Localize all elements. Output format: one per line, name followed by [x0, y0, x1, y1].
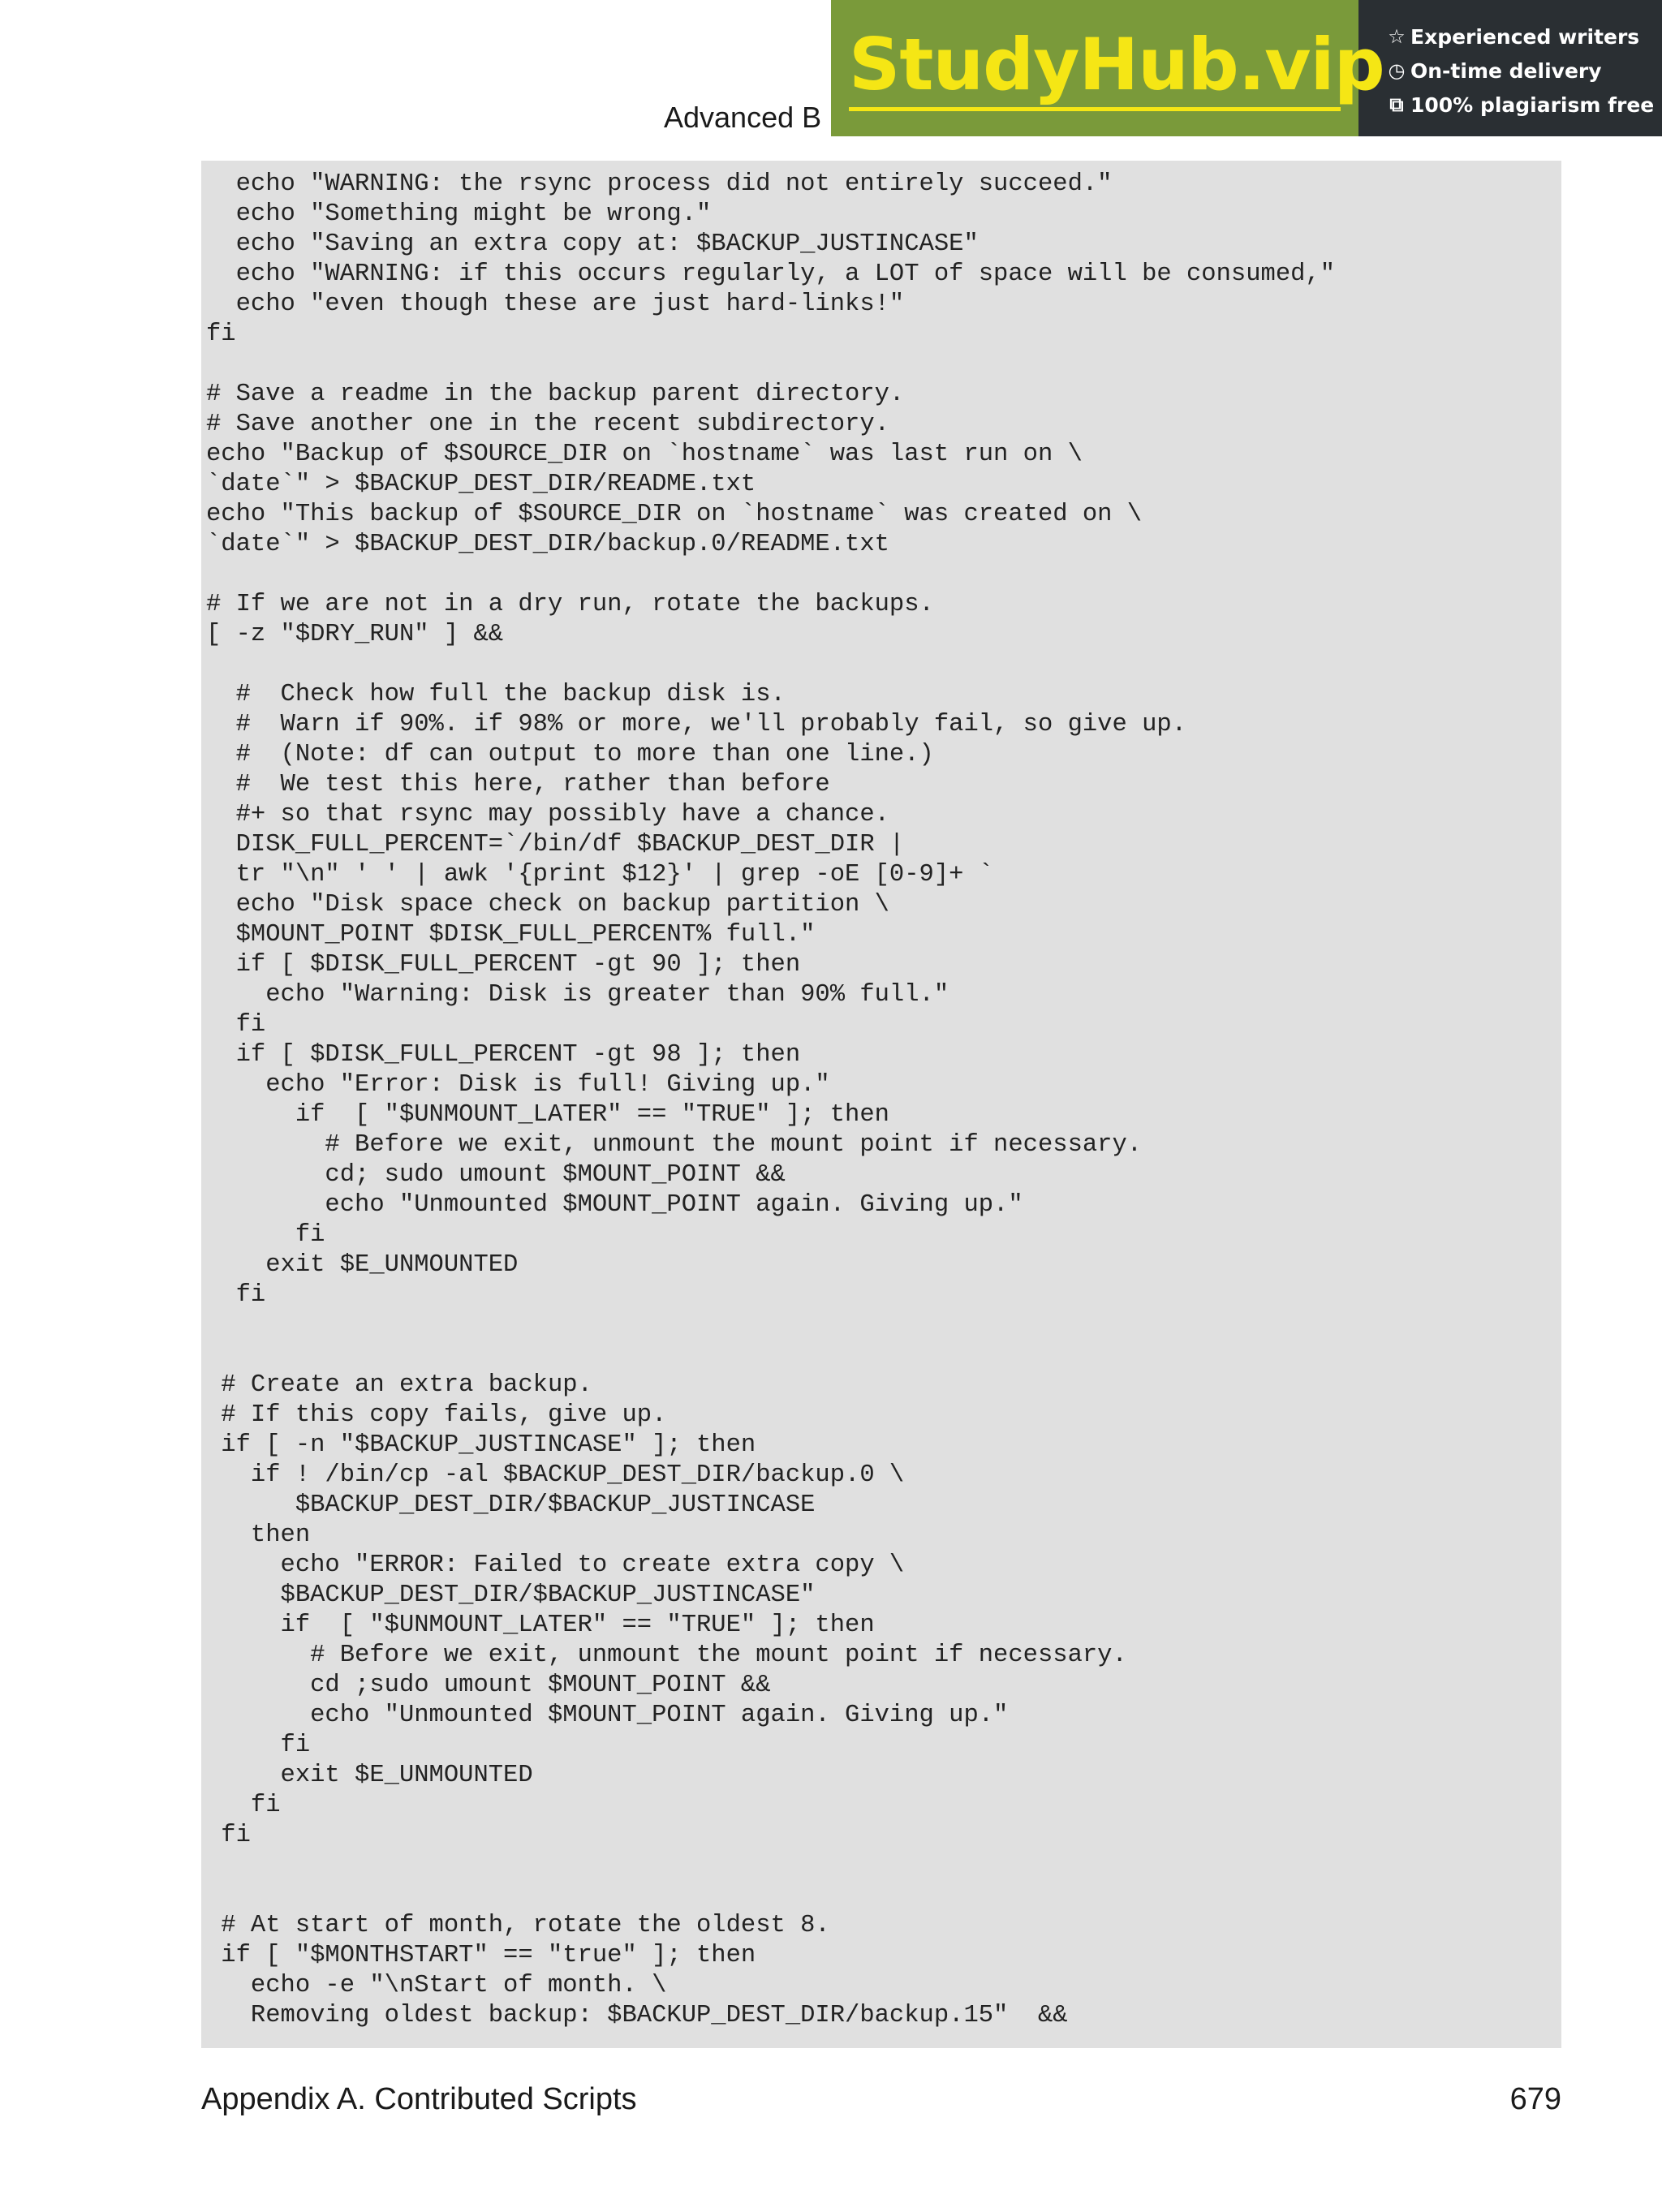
code-line: $MOUNT_POINT $DISK_FULL_PERCENT% full.": [206, 921, 816, 949]
code-line: [206, 1341, 1335, 1371]
code-line: echo "WARNING: the rsync process did not entirely succeed.": [206, 170, 1113, 198]
code-line: echo -e "\nStart of month. \: [206, 1972, 667, 1999]
ad-feature-item: [1386, 19, 1654, 54]
code-line: # (Note: df can output to more than one line.): [206, 741, 934, 768]
code-line: [206, 650, 1335, 680]
page-number: 679: [1509, 2082, 1561, 2116]
star-icon: ☆: [1388, 25, 1406, 48]
code-line: `date`" > $BACKUP_DEST_DIR/README.txt: [206, 471, 756, 498]
code-line: # At start of month, rotate the oldest 8.: [206, 1912, 830, 1939]
code-block: [206, 170, 1335, 2031]
code-line: # Warn if 90%. if 98% or more, we'll probably fail, so give up.: [206, 711, 1186, 738]
code-line: # Save a readme in the backup parent directory.: [206, 381, 905, 408]
ad-feature-item: [1386, 54, 1654, 88]
code-line: echo "Something might be wrong.": [206, 200, 712, 228]
code-line: echo "WARNING: if this occurs regularly, a LOT of space will be consumed,": [206, 260, 1336, 288]
ad-banner[interactable]: [831, 0, 1662, 136]
code-line: if [ "$MONTHSTART" == "true" ]; then: [206, 1942, 756, 1969]
code-listing: [201, 161, 1561, 2048]
code-line: # Create an extra backup.: [206, 1371, 592, 1399]
code-line: # If we are not in a dry run, rotate the backups.: [206, 591, 934, 618]
code-line: # Before we exit, unmount the mount point if necessary.: [206, 1642, 1127, 1669]
code-line: fi: [206, 1221, 325, 1249]
code-line: fi: [206, 1822, 251, 1849]
ad-feature-list: [1386, 19, 1654, 122]
code-line: then: [206, 1521, 311, 1549]
code-line: echo "Backup of $SOURCE_DIR on `hostname` was last run on \: [206, 441, 1083, 468]
code-line: # Check how full the backup disk is.: [206, 681, 786, 708]
code-line: $BACKUP_DEST_DIR/$BACKUP_JUSTINCASE: [206, 1491, 816, 1519]
ad-feature-item: [1386, 88, 1654, 122]
code-line: $BACKUP_DEST_DIR/$BACKUP_JUSTINCASE": [206, 1582, 816, 1609]
code-line: fi: [206, 1281, 266, 1309]
code-line: echo "Unmounted $MOUNT_POINT again. Giving up.": [206, 1191, 1023, 1219]
code-line: fi: [206, 1792, 281, 1819]
code-line: fi: [206, 1011, 266, 1039]
code-line: DISK_FULL_PERCENT=`/bin/df $BACKUP_DEST_DIR |: [206, 831, 905, 859]
code-line: Removing oldest backup: $BACKUP_DEST_DIR/backup.15" &&: [206, 2002, 1068, 2029]
code-line: [206, 1881, 1335, 1911]
code-line: if ! /bin/cp -al $BACKUP_DEST_DIR/backup.0 \: [206, 1461, 905, 1489]
copy-icon: ⧉: [1389, 93, 1404, 116]
code-line: if [ "$UNMOUNT_LATER" == "TRUE" ]; then: [206, 1612, 875, 1639]
code-line: echo "Saving an extra copy at: $BACKUP_JUSTINCASE": [206, 230, 979, 258]
code-line: echo "This backup of $SOURCE_DIR on `hostname` was created on \: [206, 501, 1143, 528]
code-line: exit $E_UNMOUNTED: [206, 1251, 519, 1279]
code-line: cd ;sudo umount $MOUNT_POINT &&: [206, 1672, 771, 1699]
code-line: if [ "$UNMOUNT_LATER" == "TRUE" ]; then: [206, 1101, 889, 1129]
code-line: tr "\n" ' ' | awk '{print $12}' | grep -oE [0-9]+ `: [206, 861, 994, 889]
code-line: echo "even though these are just hard-links!": [206, 290, 905, 318]
code-line: [206, 560, 1335, 590]
running-header: Advanced B: [664, 101, 822, 134]
code-line: `date`" > $BACKUP_DEST_DIR/backup.0/README.txt: [206, 531, 889, 558]
code-line: if [ -n "$BACKUP_JUSTINCASE" ]; then: [206, 1431, 756, 1459]
code-line: [206, 1851, 1335, 1881]
code-line: echo "Disk space check on backup partition \: [206, 891, 889, 919]
code-line: exit $E_UNMOUNTED: [206, 1762, 533, 1789]
ad-feature-label: On-time delivery: [1410, 58, 1602, 83]
code-line: # We test this here, rather than before: [206, 771, 830, 798]
code-line: fi: [206, 1732, 311, 1759]
ad-logo[interactable]: StudyHub.vip: [849, 23, 1384, 106]
code-line: echo "Warning: Disk is greater than 90% full.": [206, 981, 949, 1009]
ad-feature-label: 100% plagiarism free: [1410, 93, 1655, 117]
code-line: # Save another one in the recent subdirectory.: [206, 411, 889, 438]
code-line: [206, 1310, 1335, 1341]
code-line: if [ $DISK_FULL_PERCENT -gt 98 ]; then: [206, 1041, 801, 1069]
code-line: #+ so that rsync may possibly have a chance.: [206, 801, 889, 828]
code-line: # If this copy fails, give up.: [206, 1401, 667, 1429]
code-line: echo "Error: Disk is full! Giving up.": [206, 1071, 830, 1099]
clock-icon: ◷: [1388, 59, 1406, 82]
code-line: echo "ERROR: Failed to create extra copy \: [206, 1551, 905, 1579]
code-line: if [ $DISK_FULL_PERCENT -gt 90 ]; then: [206, 951, 801, 979]
ad-feature-label: Experienced writers: [1410, 24, 1640, 49]
ad-logo-underline: [849, 107, 1341, 111]
footer-section-title: Appendix A. Contributed Scripts: [201, 2082, 637, 2116]
code-line: [206, 350, 1335, 380]
code-line: echo "Unmounted $MOUNT_POINT again. Giving up.": [206, 1702, 1009, 1729]
code-line: fi: [206, 321, 236, 348]
code-line: cd; sudo umount $MOUNT_POINT &&: [206, 1161, 786, 1189]
code-line: # Before we exit, unmount the mount point if necessary.: [206, 1131, 1143, 1159]
code-line: [ -z "$DRY_RUN" ] &&: [206, 621, 504, 648]
